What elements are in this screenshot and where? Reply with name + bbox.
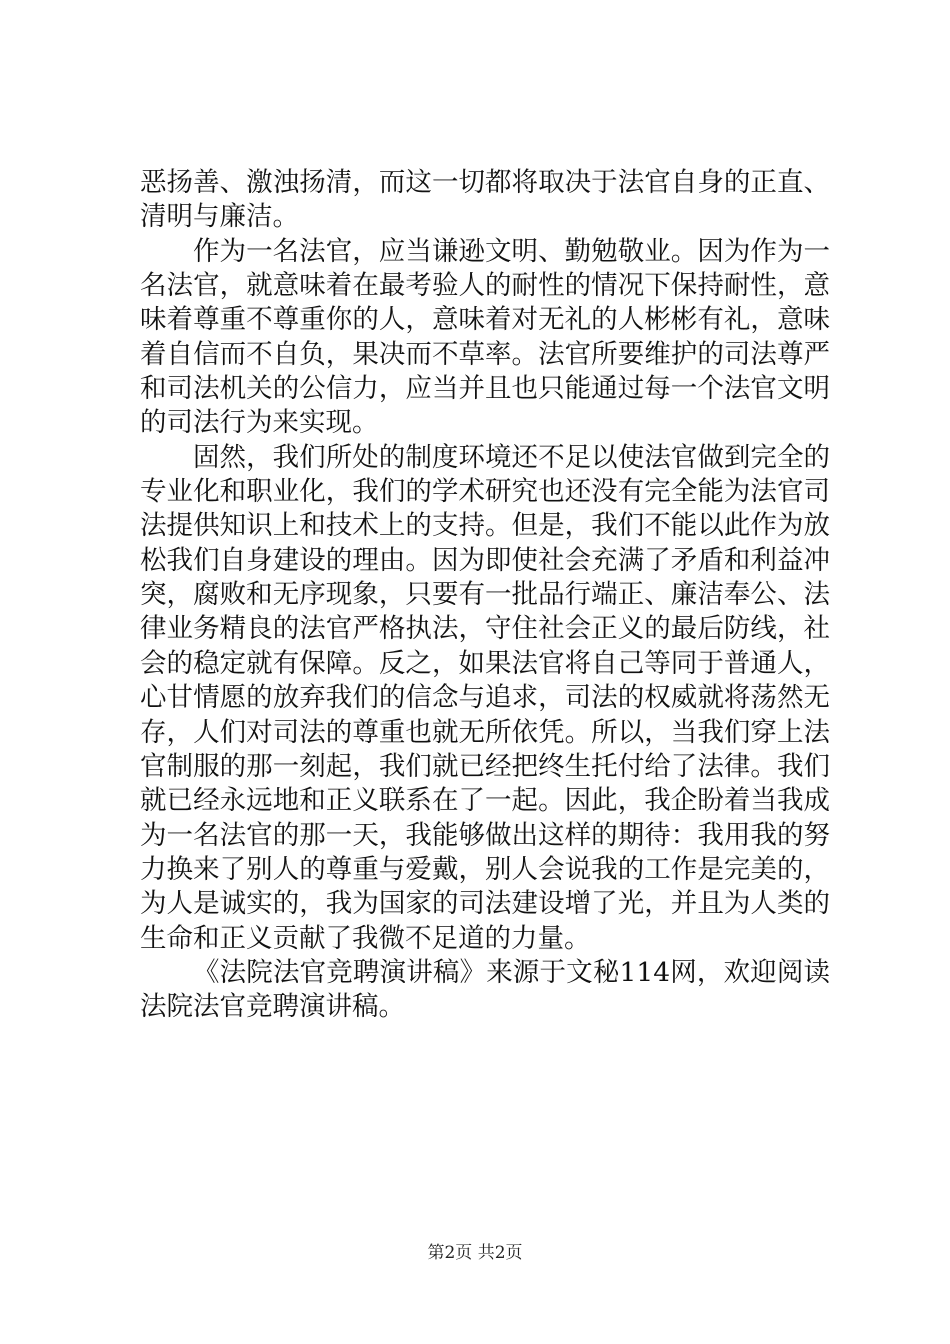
document-body (140, 166, 830, 1025)
paragraph-source-note: 《法院法官竞聘演讲稿》来源于文秘114网，欢迎阅读法院法官竞聘演讲稿。 (140, 956, 830, 1023)
paragraph-commitment: 固然，我们所处的制度环境还不足以使法官做到完全的专业化和职业化，我们的学术研究也还没有完全能为法官司法提供知识上和技术上的支持。但是，我们不能以此作为放松我们自身建设的理由。因为即使社会充满了矛盾和利益冲突，腐败和无序现象，只要有一批品行端正、廉洁奉公、法律业务精良的法官严格执法，守住社会正义的最后防线，社会的稳定就有保障。反之，如果法官将自己等同于普通人，心甘情愿的放弃我们的信念与追求，司法的权威就将荡然无存，人们对司法的尊重也就无所依凭。所以，当我们穿上法官制服的那一刻起，我们就已经把终生托付给了法律。我们就已经永远地和正义联系在了一起。因此，我企盼着当我成为一名法官的那一天，我能够做出这样的期待：我用我的努力换来了别人的尊重与爱戴，别人会说我的工作是完美的，为人是诚实的，我为国家的司法建设增了光，并且为人类的生命和正义贡献了我微不足道的力量。 (140, 441, 830, 954)
paragraph-humility: 作为一名法官，应当谦逊文明、勤勉敬业。因为作为一名法官，就意味着在最考验人的耐性的情况下保持耐性，意味着尊重不尊重你的人，意味着对无礼的人彬彬有礼，意味着自信而不自负，果决而不草率。法官所要维护的司法尊严和司法机关的公信力，应当并且也只能通过每一个法官文明的司法行为来实现。 (140, 235, 830, 439)
paragraph-continuation: 恶扬善、激浊扬清，而这一切都将取决于法官自身的正直、清明与廉洁。 (140, 167, 830, 233)
page-number-footer: 第2页 共2页 (427, 1243, 523, 1263)
